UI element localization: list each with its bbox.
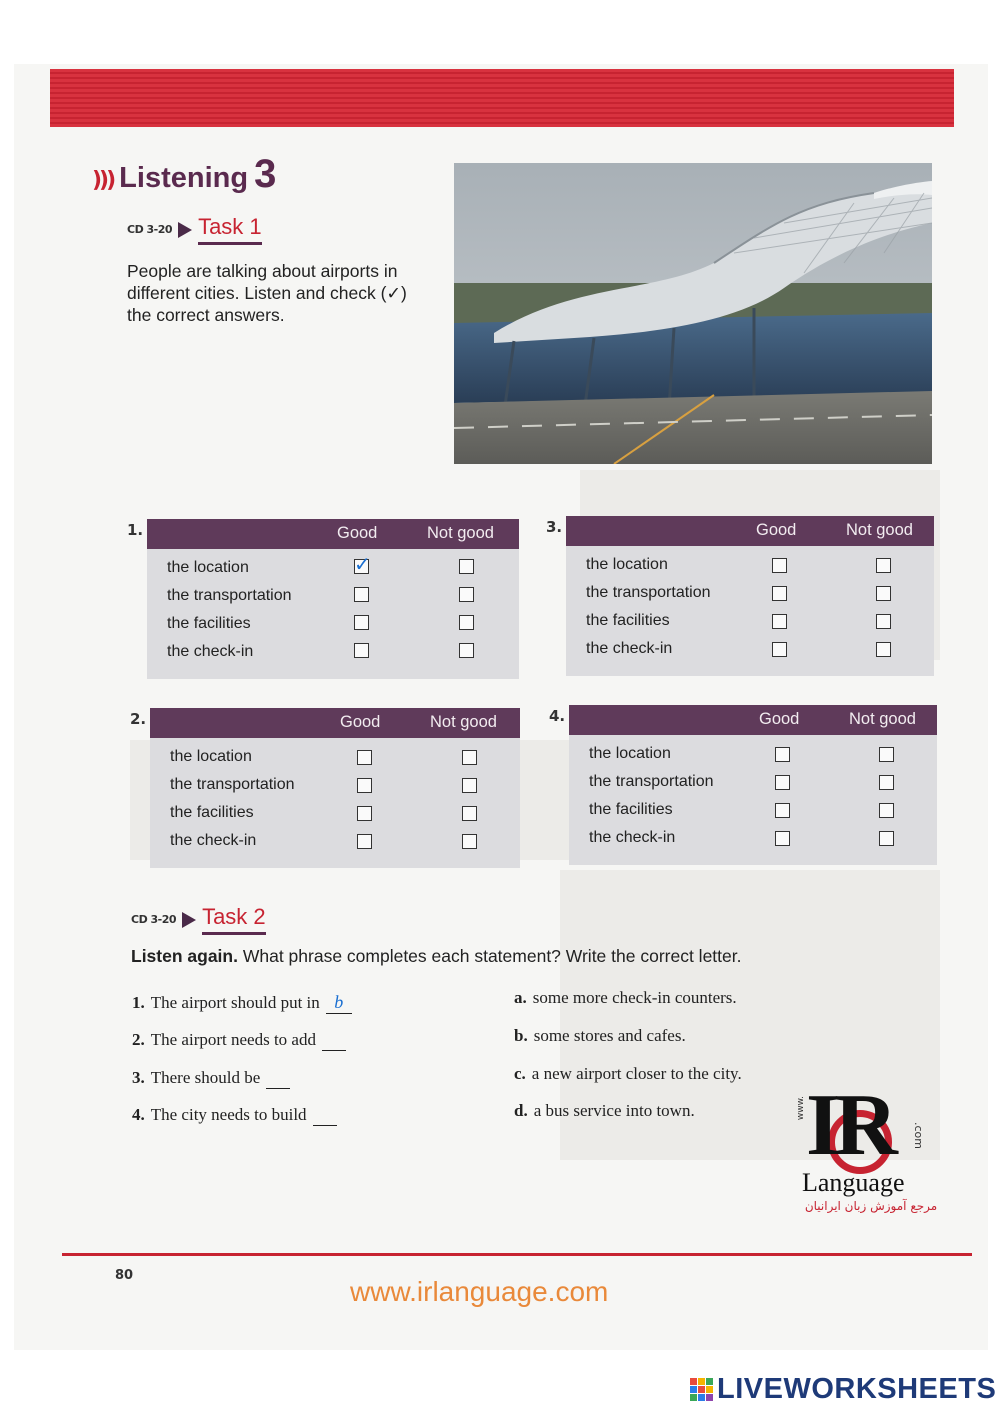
checkbox-good[interactable] bbox=[772, 642, 787, 657]
answer-blank[interactable] bbox=[266, 1068, 290, 1089]
checkbox-good[interactable] bbox=[357, 778, 372, 793]
question-4 bbox=[132, 1105, 337, 1126]
checkbox-not-good[interactable] bbox=[879, 803, 894, 818]
question-3 bbox=[132, 1068, 290, 1089]
row-label: the check-in bbox=[167, 643, 254, 660]
checkbox-good[interactable] bbox=[775, 803, 790, 818]
option-letter: c. bbox=[514, 1064, 526, 1083]
footer-rule bbox=[62, 1253, 972, 1256]
table-body bbox=[569, 735, 937, 865]
question-text: The city needs to build bbox=[150, 1105, 307, 1124]
checkbox-not-good[interactable] bbox=[462, 806, 477, 821]
liveworksheets-brand bbox=[690, 1373, 996, 1406]
checkbox-good[interactable] bbox=[775, 831, 790, 846]
row-label: the transportation bbox=[167, 587, 292, 604]
option-letter: a. bbox=[514, 988, 527, 1007]
row-label: the check-in bbox=[170, 832, 257, 849]
airport-photo-illustration bbox=[454, 163, 932, 464]
checkbox-not-good[interactable] bbox=[879, 747, 894, 762]
row-label: the facilities bbox=[170, 804, 254, 821]
checkbox-not-good[interactable] bbox=[459, 643, 474, 658]
question-1 bbox=[132, 992, 352, 1014]
task1-instruction: People are talking about airports in different cities. Listen and check (✓) the correct answers. bbox=[127, 261, 407, 325]
table-number: 4. bbox=[549, 707, 566, 725]
row-label: the facilities bbox=[586, 612, 670, 629]
checkbox-good[interactable] bbox=[354, 552, 371, 576]
column-not-good: Not good bbox=[846, 521, 913, 539]
answer-blank[interactable] bbox=[322, 1030, 346, 1051]
checkbox-good[interactable] bbox=[357, 806, 372, 821]
rating-table-4 bbox=[549, 705, 937, 865]
instruction-rest: What phrase completes each statement? Write the correct letter. bbox=[237, 946, 742, 966]
cd-track-label: CD 3-20 bbox=[131, 913, 177, 926]
table-body bbox=[147, 549, 519, 679]
column-not-good: Not good bbox=[849, 710, 916, 728]
header-stripe bbox=[50, 69, 954, 127]
section-title-number: 3 bbox=[254, 152, 277, 196]
checkbox-good[interactable] bbox=[354, 587, 369, 602]
row-label: the check-in bbox=[586, 640, 673, 657]
checkbox-good[interactable] bbox=[775, 747, 790, 762]
website-url[interactable]: www.irlanguage.com bbox=[350, 1276, 609, 1307]
task2-instruction bbox=[131, 946, 742, 967]
checkbox-good[interactable] bbox=[772, 586, 787, 601]
checkbox-good[interactable] bbox=[772, 614, 787, 629]
row-label: the facilities bbox=[589, 801, 673, 818]
checkbox-good[interactable] bbox=[357, 750, 372, 765]
section-title bbox=[92, 152, 276, 197]
question-text: There should be bbox=[150, 1068, 261, 1087]
cd-track-label: CD 3-20 bbox=[127, 223, 173, 236]
question-number: 3. bbox=[132, 1068, 145, 1087]
row-label: the facilities bbox=[167, 615, 251, 632]
option-a bbox=[514, 988, 737, 1008]
checkbox-good[interactable] bbox=[772, 558, 787, 573]
rating-table-3 bbox=[546, 516, 934, 676]
row-label: the transportation bbox=[170, 776, 295, 793]
logo-name: Language bbox=[802, 1168, 905, 1197]
instruction-bold: Listen again. bbox=[131, 946, 238, 966]
question-text: The airport should put in bbox=[150, 993, 320, 1012]
checkbox-not-good[interactable] bbox=[462, 778, 477, 793]
row-label: the location bbox=[586, 556, 668, 573]
checkbox-not-good[interactable] bbox=[462, 834, 477, 849]
table-number: 2. bbox=[130, 710, 147, 728]
table-body bbox=[566, 546, 934, 676]
checkbox-good[interactable] bbox=[775, 775, 790, 790]
checkbox-not-good[interactable] bbox=[462, 750, 477, 765]
page-number: 80 bbox=[115, 1268, 134, 1283]
option-letter: d. bbox=[514, 1101, 528, 1120]
column-good: Good bbox=[340, 713, 381, 731]
checkbox-not-good[interactable] bbox=[876, 586, 891, 601]
column-good: Good bbox=[337, 524, 378, 542]
task2-heading bbox=[131, 904, 266, 935]
option-c bbox=[514, 1064, 742, 1084]
question-2 bbox=[132, 1030, 346, 1051]
checkbox-not-good[interactable] bbox=[879, 775, 894, 790]
option-d bbox=[514, 1101, 695, 1121]
checkbox-good[interactable] bbox=[357, 834, 372, 849]
liveworksheets-wordmark: LIVEWORKSHEETS bbox=[717, 1373, 997, 1405]
option-b bbox=[514, 1026, 686, 1046]
section-title-word: Listening bbox=[119, 162, 249, 194]
table-header bbox=[150, 708, 520, 738]
airport-terminal-photo bbox=[454, 163, 932, 464]
row-label: the location bbox=[170, 748, 252, 765]
irlanguage-logo bbox=[796, 1077, 940, 1222]
answer-blank[interactable] bbox=[313, 1105, 337, 1126]
rating-table-1 bbox=[127, 519, 519, 679]
liveworksheets-logo-icon bbox=[690, 1378, 713, 1401]
checkbox-not-good[interactable] bbox=[876, 558, 891, 573]
checkbox-good[interactable] bbox=[354, 615, 369, 630]
row-label: the check-in bbox=[589, 829, 676, 846]
table-header bbox=[147, 519, 519, 549]
table-header bbox=[569, 705, 937, 735]
option-text: some more check-in counters. bbox=[532, 988, 737, 1007]
play-arrow-icon bbox=[178, 222, 192, 238]
column-good: Good bbox=[759, 710, 800, 728]
answer-blank[interactable]: b bbox=[326, 992, 352, 1014]
task1-label: Task 1 bbox=[198, 214, 262, 245]
question-number: 2. bbox=[132, 1030, 145, 1049]
table-number: 1. bbox=[127, 521, 144, 539]
row-label: the location bbox=[167, 559, 249, 576]
column-not-good: Not good bbox=[427, 524, 494, 542]
task1-heading bbox=[127, 214, 262, 245]
sound-icon: ))) bbox=[92, 168, 114, 193]
option-letter: b. bbox=[514, 1026, 528, 1045]
play-arrow-icon bbox=[182, 912, 196, 928]
table-number: 3. bbox=[546, 518, 563, 536]
logo-www: www. bbox=[796, 1096, 806, 1121]
checkmark-icon: ✓ bbox=[354, 552, 371, 576]
table-body bbox=[150, 738, 520, 868]
logo-tagline: مرجع آموزش زبان ایرانیان bbox=[804, 1199, 938, 1213]
column-not-good: Not good bbox=[430, 713, 497, 731]
column-good: Good bbox=[756, 521, 797, 539]
question-number: 1. bbox=[132, 993, 145, 1012]
checkbox-not-good[interactable] bbox=[876, 614, 891, 629]
checkbox-not-good[interactable] bbox=[459, 587, 474, 602]
option-text: a new airport closer to the city. bbox=[531, 1064, 742, 1083]
table-header bbox=[566, 516, 934, 546]
option-text: some stores and cafes. bbox=[533, 1026, 686, 1045]
row-label: the transportation bbox=[589, 773, 714, 790]
option-text: a bus service into town. bbox=[533, 1101, 695, 1120]
logo-mark: IR bbox=[806, 1077, 892, 1174]
checkbox-not-good[interactable] bbox=[879, 831, 894, 846]
checkbox-not-good[interactable] bbox=[876, 642, 891, 657]
checkbox-good[interactable] bbox=[354, 643, 369, 658]
rating-table-2 bbox=[130, 708, 520, 868]
row-label: the transportation bbox=[586, 584, 711, 601]
checkbox-not-good[interactable] bbox=[459, 559, 474, 574]
logo-com: .com bbox=[912, 1122, 925, 1149]
question-text: The airport needs to add bbox=[150, 1030, 316, 1049]
checkbox-not-good[interactable] bbox=[459, 615, 474, 630]
row-label: the location bbox=[589, 745, 671, 762]
question-number: 4. bbox=[132, 1105, 145, 1124]
task2-label: Task 2 bbox=[202, 904, 266, 935]
